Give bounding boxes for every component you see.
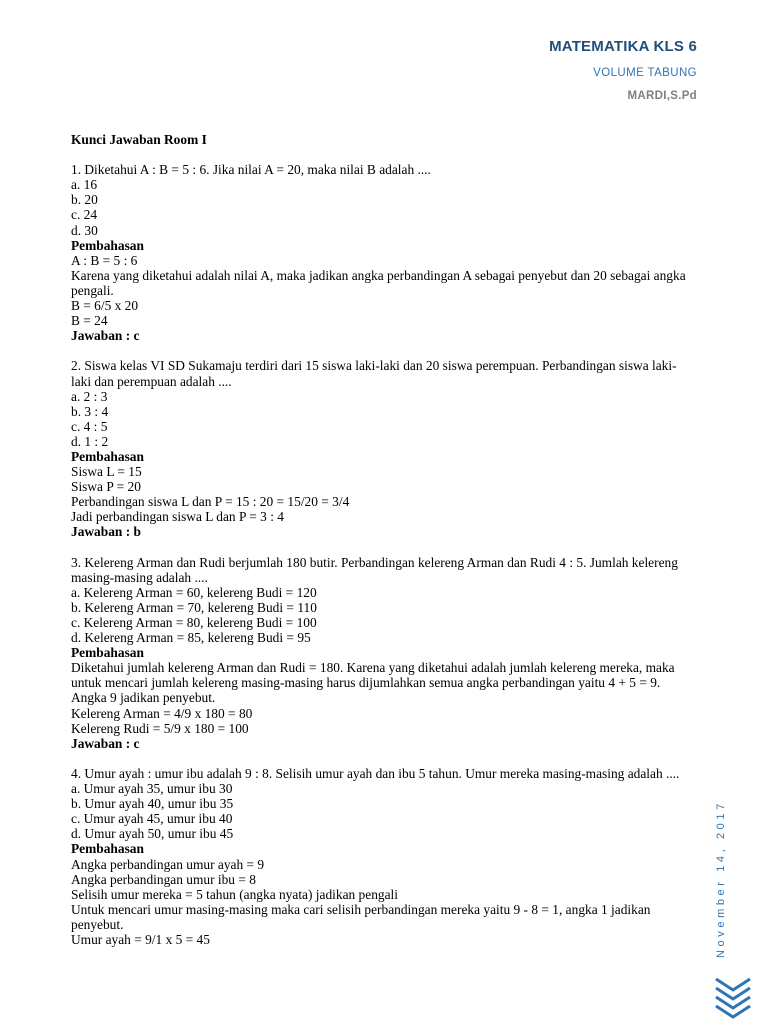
text-line: c. 24	[71, 207, 98, 223]
text-line: B = 6/5 x 20	[71, 298, 139, 314]
text-line: Karena yang diketahui adalah nilai A, maka jadikan angka perbandingan A sebagai penyebut dan 20 sebagai angka pengali.	[71, 267, 686, 298]
header-author: MARDI,S.Pd	[627, 90, 697, 102]
text-line: d. Kelereng Arman = 85, kelereng Budi = 95	[71, 630, 311, 646]
text-line: Selisih umur mereka = 5 tahun (angka nyata) jadikan pengali	[71, 886, 398, 902]
text-line: Kelereng Rudi = 5/9 x 180 = 100	[71, 720, 249, 736]
text-line: 3. Kelereng Arman dan Rudi berjumlah 180 butir. Perbandingan kelereng Arman dan Rudi 4 : 5. Jumlah kelereng masing-masing adalah ....	[71, 554, 678, 585]
document-title: Kunci Jawaban Room I	[71, 132, 207, 147]
text-line: 4. Umur ayah : umur ibu adalah 9 : 8. Selisih umur ayah dan ibu 5 tahun. Umur mereka masing-masing adalah ....	[71, 765, 680, 781]
text-line: Diketahui jumlah kelereng Arman dan Rudi = 180. Karena yang diketahui adalah jumlah kelereng mereka, maka untuk mencari jumlah kelereng masing-masing harus dijumlahkan semua angka perbandingan yaitu 4 + 5 = 9. Angka 9 jadikan penyebut.	[71, 660, 675, 706]
text-line: a. Kelereng Arman = 60, kelereng Budi = 120	[71, 584, 317, 600]
chevron-down-icon	[713, 975, 753, 1021]
spacer	[71, 540, 695, 555]
text-line: d. 30	[71, 222, 98, 238]
date-text: November 14, 2017	[715, 800, 727, 958]
spacer	[71, 751, 695, 766]
text-line: b. Umur ayah 40, umur ibu 35	[71, 796, 234, 812]
text-line: Perbandingan siswa L dan P = 15 : 20 = 15/20 = 3/4	[71, 494, 350, 510]
section-label: Pembahasan	[71, 237, 144, 253]
text-line: b. Kelereng Arman = 70, kelereng Budi = 110	[71, 599, 317, 615]
text-line: Jadi perbandingan siswa L dan P = 3 : 4	[71, 509, 284, 525]
text-line: 2. Siswa kelas VI SD Sukamaju terdiri dari 15 siswa laki-laki dan 20 siswa perempuan. Perbandingan siswa laki-laki dan perempuan adalah ....	[71, 358, 677, 389]
answer-key-lines	[71, 162, 695, 947]
document-body	[71, 132, 695, 947]
header-title: MATEMATIKA KLS 6	[549, 38, 697, 55]
text-line: c. Umur ayah 45, umur ibu 40	[71, 811, 233, 827]
text-line: A : B = 5 : 6	[71, 252, 138, 268]
text-line: b. 20	[71, 192, 98, 208]
header-subtitle: VOLUME TABUNG	[593, 67, 697, 79]
section-label: Jawaban : c	[71, 328, 140, 344]
text-line: Siswa P = 20	[71, 479, 141, 495]
text-line: Angka perbandingan umur ibu = 8	[71, 871, 256, 887]
text-line: a. 2 : 3	[71, 388, 108, 404]
text-line: Siswa L = 15	[71, 464, 142, 480]
text-line: Untuk mencari umur masing-masing maka cari selisih perbandingan mereka yaitu 9 - 8 = 1, angka 1 jadikan penyebut.	[71, 901, 651, 932]
section-label: Pembahasan	[71, 448, 144, 464]
text-line: Kelereng Arman = 4/9 x 180 = 80	[71, 705, 253, 721]
text-line: Angka perbandingan umur ayah = 9	[71, 856, 265, 872]
text-line: b. 3 : 4	[71, 403, 109, 419]
text-line: c. Kelereng Arman = 80, kelereng Budi = 100	[71, 615, 317, 630]
text-line: 1. Diketahui A : B = 5 : 6. Jika nilai A = 20, maka nilai B adalah ....	[71, 162, 431, 178]
text-line: a. 16	[71, 177, 98, 193]
text-line: a. Umur ayah 35, umur ibu 30	[71, 781, 233, 797]
text-line: d. Umur ayah 50, umur ibu 45	[71, 826, 234, 842]
section-label: Jawaban : b	[71, 524, 141, 540]
section-label: Pembahasan	[71, 841, 144, 857]
text-line: B = 24	[71, 313, 108, 329]
section-label: Pembahasan	[71, 645, 144, 661]
text-line: c. 4 : 5	[71, 418, 108, 434]
spacer	[71, 343, 695, 358]
spacer	[71, 147, 695, 162]
text-line: d. 1 : 2	[71, 433, 109, 449]
text-line: Umur ayah = 9/1 x 5 = 45	[71, 931, 210, 947]
section-label: Jawaban : c	[71, 735, 140, 751]
